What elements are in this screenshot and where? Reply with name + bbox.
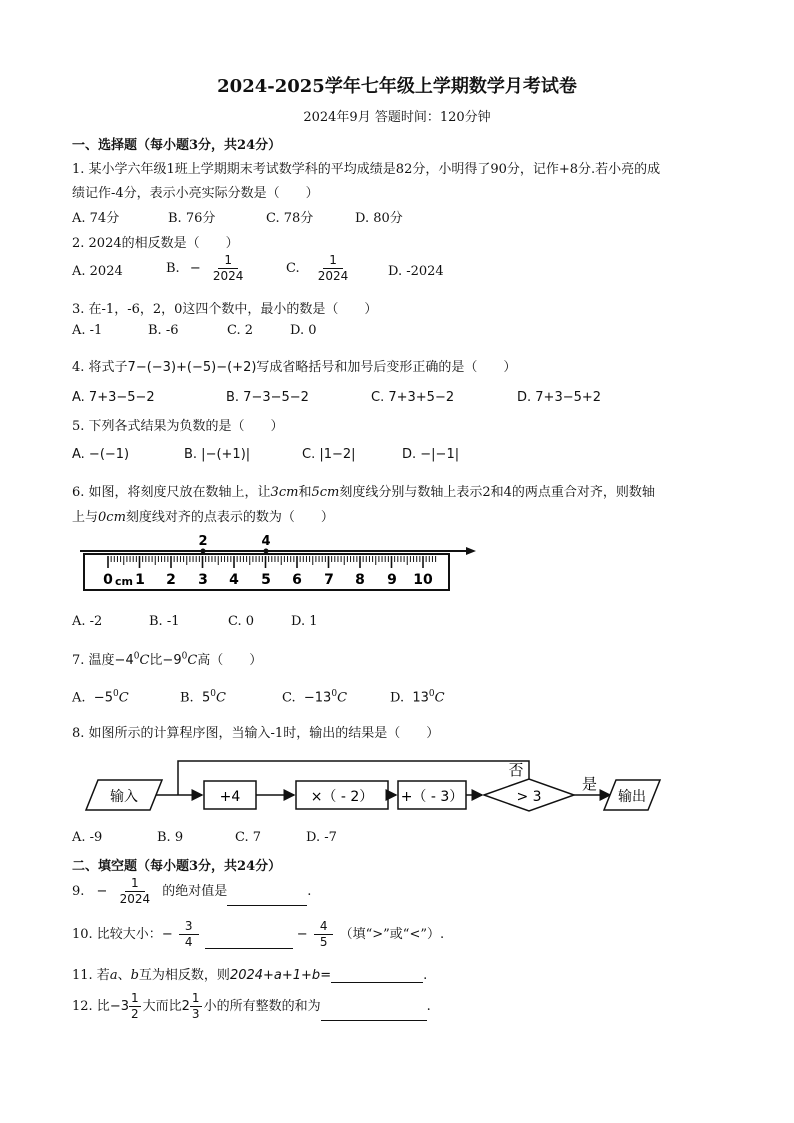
answer-blank[interactable] xyxy=(331,970,423,983)
period: . xyxy=(426,999,431,1015)
degree-mark: 0 xyxy=(133,651,140,662)
celsius-unit: C xyxy=(139,653,150,668)
stem-text: 11. 若 xyxy=(72,968,110,983)
fraction-numerator: 1 xyxy=(190,992,202,1007)
question-2-option-a: A. 2024 xyxy=(72,264,123,279)
question-6-option-c: C. 0 xyxy=(228,614,255,629)
stem-text: （填“>”或“<”）. xyxy=(339,927,445,943)
celsius-unit: C xyxy=(118,690,129,706)
fraction xyxy=(312,254,355,283)
question-3-option-c: C. 2 xyxy=(227,323,254,338)
fraction-numerator: 1 xyxy=(323,254,343,269)
ruler-label-6: 6 xyxy=(292,572,302,588)
unit-3cm: 3cm xyxy=(270,485,299,500)
fraction-denominator: 3 xyxy=(191,1007,200,1022)
degree-mark: 0 xyxy=(181,651,188,662)
condition-label: > 3 xyxy=(516,789,542,805)
stem-text: 大而比 xyxy=(142,999,182,1015)
ruler-label-7: 7 xyxy=(324,572,334,588)
stem-text: 写成省略括号和加号后变形正确的是（ ） xyxy=(256,360,517,375)
question-6-option-b: B. -1 xyxy=(149,614,180,629)
ruler-label-8: 8 xyxy=(355,572,365,588)
stem-text: 比 xyxy=(149,653,163,668)
unit-5cm: 5cm xyxy=(311,485,340,500)
question-1-option-b: B. 76分 xyxy=(168,211,216,226)
question-3-stem: 3. 在-1，-6，2，0这四个数中，最小的数是（ ） xyxy=(72,302,378,317)
option-value: 5 xyxy=(201,690,211,706)
expression: 7−(−3)+(−5)−(+2) xyxy=(127,360,257,375)
stem-text: 6. 如图，将刻度尺放在数轴上，让 xyxy=(72,485,271,500)
question-4-option-c: C. 7+3+5−2 xyxy=(371,390,455,405)
question-3-option-a: A. -1 xyxy=(72,323,103,338)
multiply-label: ×（ - 2） xyxy=(310,789,374,805)
period: . xyxy=(423,968,428,983)
variable-b: b xyxy=(130,968,139,983)
question-5-stem: 5. 下列各式结果为负数的是（ ） xyxy=(72,419,284,434)
question-number: 9. xyxy=(72,884,85,900)
question-6-line2 xyxy=(72,506,334,525)
question-3-option-d: D. 0 xyxy=(290,323,317,338)
fraction xyxy=(129,992,141,1021)
stem-text: 上与 xyxy=(72,510,99,525)
question-7-option-a xyxy=(72,689,129,705)
axis-point-4 xyxy=(264,549,269,554)
fraction-numerator: 1 xyxy=(125,877,145,892)
page-title: 2024-2025学年七年级上学期数学月考试卷 xyxy=(217,76,577,97)
question-12 xyxy=(72,992,431,1021)
degree-mark: 0 xyxy=(428,689,435,699)
stem-text: 10. 比较大小： xyxy=(72,927,162,943)
option-label: B. xyxy=(180,690,194,706)
question-8-option-c: C. 7 xyxy=(235,830,262,845)
axis-point-2 xyxy=(201,549,206,554)
question-7-option-d xyxy=(390,689,445,705)
question-6-option-a: A. -2 xyxy=(72,614,103,629)
stem-text: 小的所有整数的和为 xyxy=(203,999,321,1015)
fraction-denominator: 2 xyxy=(130,1007,139,1022)
yes-label: 是 xyxy=(582,775,598,793)
section-heading-choice: 一、选择题（每小题3分，共24分） xyxy=(72,138,282,153)
fraction xyxy=(314,920,334,949)
stem-text: 刻度线对齐的点表示的数为（ ） xyxy=(125,510,334,525)
separator: 、 xyxy=(117,968,131,983)
fraction-numerator: 1 xyxy=(218,254,238,269)
option-label: B. xyxy=(166,261,180,277)
question-2-option-c xyxy=(286,254,356,283)
unit-0cm: 0cm xyxy=(98,510,126,525)
fraction-numerator: 1 xyxy=(129,992,141,1007)
ruler-label-4: 4 xyxy=(229,572,239,588)
option-value: −13 xyxy=(303,690,332,706)
stem-text: 互为相反数，则 xyxy=(138,968,230,983)
answer-blank[interactable] xyxy=(321,1008,427,1021)
fraction-numerator: 4 xyxy=(314,920,334,935)
flowchart-figure xyxy=(80,755,670,815)
question-4-stem xyxy=(72,356,516,375)
fraction-numerator: 3 xyxy=(179,920,199,935)
minus-sign: − xyxy=(96,884,108,900)
question-1-line1: 1. 某小学六年级1班上学期期末考试数学科的平均成绩是82分，小明得了90分，记作+8分.若小亮的成 xyxy=(72,162,661,177)
stem-text: 12. 比 xyxy=(72,999,110,1015)
ruler-label-10: 10 xyxy=(413,572,433,588)
mixed-number-whole: −3 xyxy=(109,999,129,1015)
expression: 2024+a+1+b= xyxy=(229,968,332,983)
ruler-label-5: 5 xyxy=(261,572,271,588)
degree-mark: 0 xyxy=(331,689,338,699)
question-5-option-b: B. |−(+1)| xyxy=(184,447,251,462)
question-1-option-d: D. 80分 xyxy=(355,211,403,226)
question-8-option-a: A. -9 xyxy=(72,830,103,845)
question-4-option-b: B. 7−3−5−2 xyxy=(226,390,309,405)
stem-text: 7. 温度 xyxy=(72,653,115,668)
temp-value-1: −4 xyxy=(114,653,134,668)
fraction-denominator: 2024 xyxy=(317,269,349,284)
option-label: D. xyxy=(390,690,405,706)
celsius-unit: C xyxy=(187,653,198,668)
fraction-denominator: 2024 xyxy=(212,269,244,284)
question-5-option-a: A. −(−1) xyxy=(72,447,130,462)
fraction xyxy=(114,877,157,906)
question-6-option-d: D. 1 xyxy=(291,614,318,629)
temp-value-2: −9 xyxy=(162,653,182,668)
axis-label-2: 2 xyxy=(198,534,208,549)
question-10 xyxy=(72,920,444,949)
question-8-option-d: D. -7 xyxy=(306,830,337,845)
question-3-option-b: B. -6 xyxy=(148,323,179,338)
ruler-label-0: 0 xyxy=(103,572,113,588)
question-7-stem xyxy=(72,649,262,668)
celsius-unit: C xyxy=(215,690,226,706)
question-2-stem: 2. 2024的相反数是（ ） xyxy=(72,236,239,251)
answer-blank[interactable] xyxy=(205,936,293,949)
ruler-label-9: 9 xyxy=(387,572,397,588)
fraction-denominator: 4 xyxy=(184,935,193,950)
option-label: C. xyxy=(282,690,296,706)
question-5-option-c: C. |1−2| xyxy=(302,447,356,462)
option-value: 13 xyxy=(412,690,429,706)
question-1-option-c: C. 78分 xyxy=(266,211,314,226)
add-label: +（ - 3） xyxy=(400,789,464,805)
fraction xyxy=(207,254,250,283)
mixed-number-whole: 2 xyxy=(181,999,190,1015)
fraction-denominator: 5 xyxy=(319,935,328,950)
ruler-label-3: 3 xyxy=(198,572,208,588)
option-label: A. xyxy=(72,690,86,706)
stem-text: 刻度线分别与数轴上表示2和4的两点重合对齐，则数轴 xyxy=(339,485,655,500)
question-4-option-a: A. 7+3−5−2 xyxy=(72,390,155,405)
celsius-unit: C xyxy=(434,690,445,706)
add-four-label: +4 xyxy=(219,789,241,805)
fraction xyxy=(179,920,199,949)
output-label: 输出 xyxy=(618,789,646,805)
input-label: 输入 xyxy=(110,789,138,805)
degree-mark: 0 xyxy=(210,689,216,699)
question-1-line2: 绩记作-4分，表示小亮实际分数是（ ） xyxy=(72,186,319,201)
fraction-denominator: 2024 xyxy=(119,892,151,907)
question-5-option-d: D. −|−1| xyxy=(402,447,460,462)
stem-text: 4. 将式子 xyxy=(72,360,128,375)
page-subtitle: 2024年9月 答题时间：120分钟 xyxy=(303,110,491,125)
celsius-unit: C xyxy=(337,690,348,706)
question-8-option-b: B. 9 xyxy=(157,830,184,845)
question-6-line1 xyxy=(72,481,655,500)
question-4-option-d: D. 7+3−5+2 xyxy=(517,390,602,405)
ruler-label-cm: cm xyxy=(115,575,133,588)
ruler-label-2: 2 xyxy=(166,572,176,588)
variable-a: a xyxy=(109,968,118,983)
question-2-option-d: D. -2024 xyxy=(388,264,444,279)
question-7-option-c xyxy=(282,689,347,705)
axis-label-4: 4 xyxy=(261,534,271,549)
ruler-label-1: 1 xyxy=(135,572,145,588)
minus-sign: − xyxy=(161,927,173,943)
option-label: C. xyxy=(286,261,300,277)
option-value: −5 xyxy=(93,690,113,706)
fraction xyxy=(190,992,202,1021)
ruler-figure xyxy=(70,530,480,600)
question-9 xyxy=(72,877,311,906)
question-7-option-b xyxy=(180,689,226,705)
question-1-option-a: A. 74分 xyxy=(72,211,120,226)
stem-text: 高（ ） xyxy=(197,653,263,668)
no-label: 否 xyxy=(508,761,524,779)
section-heading-fill: 二、填空题（每小题3分，共24分） xyxy=(72,859,282,874)
period: . xyxy=(307,884,312,900)
question-11 xyxy=(72,964,427,983)
stem-text: 和 xyxy=(298,485,312,500)
minus-sign: − xyxy=(296,927,308,943)
axis-arrow-icon xyxy=(466,547,476,555)
degree-mark: 0 xyxy=(112,689,119,699)
answer-blank[interactable] xyxy=(227,893,307,906)
stem-text: 的绝对值是 xyxy=(162,884,228,900)
minus-sign: − xyxy=(189,261,201,277)
question-2-option-b xyxy=(166,254,251,283)
question-8-stem: 8. 如图所示的计算程序图，当输入-1时，输出的结果是（ ） xyxy=(72,726,440,741)
